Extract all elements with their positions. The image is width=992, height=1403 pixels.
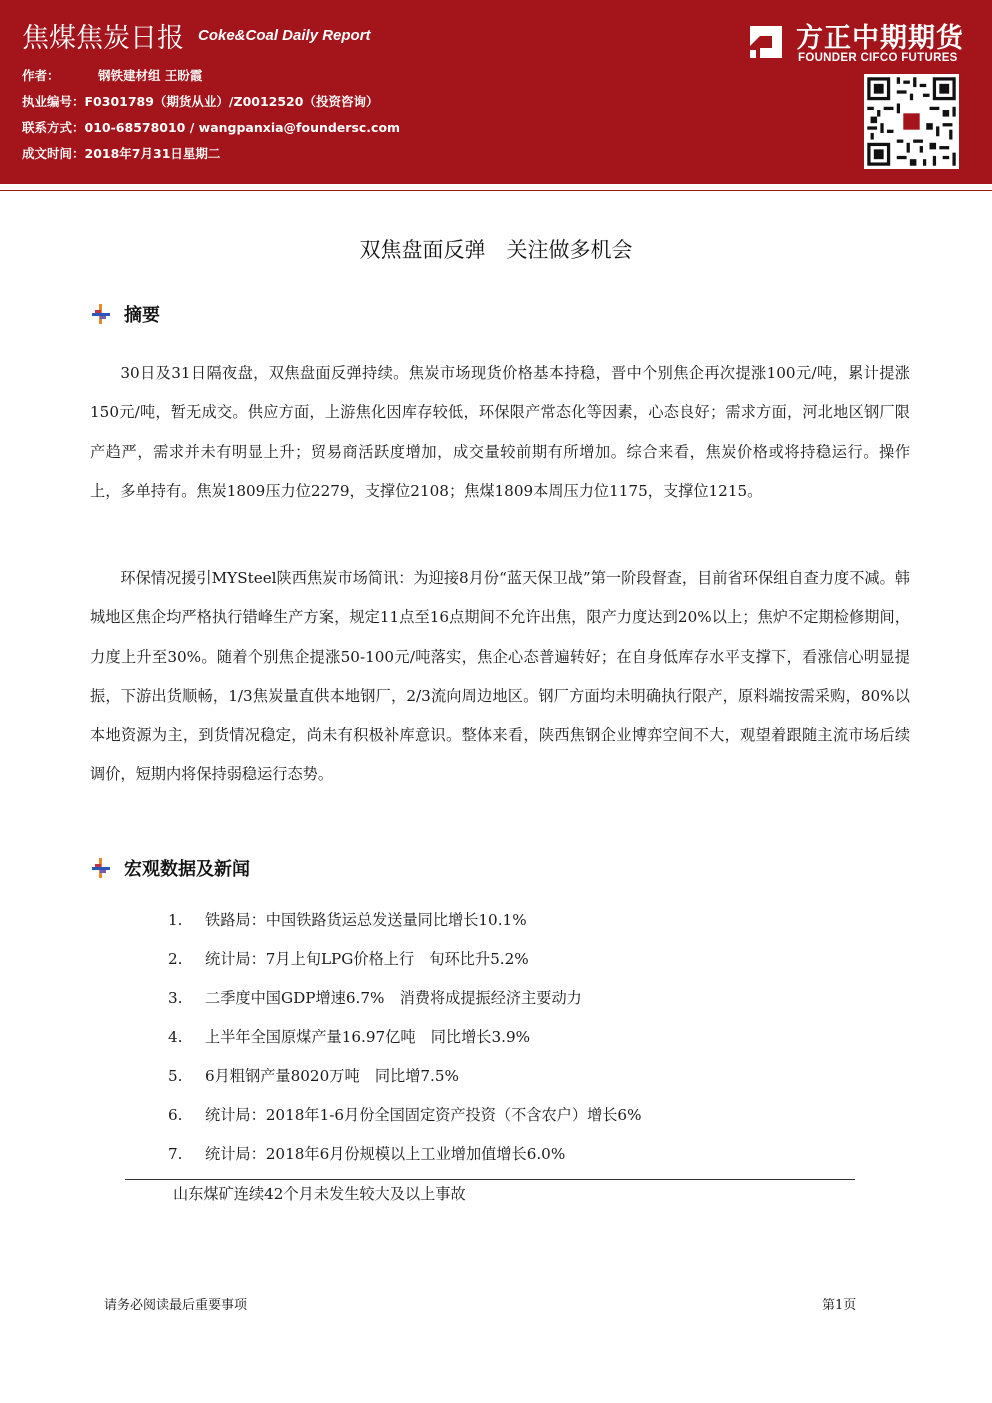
report-title-en: Coke&Coal Daily Report <box>198 27 371 44</box>
summary-paragraph-1: 30日及31日隔夜盘，双焦盘面反弹持续。焦炭市场现货价格基本持稳，晋中个别焦企再次提涨100元/吨，累计提涨150元/吨，暂无成交。供应方面，上游焦化因库存较低，环保限产常态化等因素，心态良好；需求方面，河北地区钢厂限产趋严，需求并未有明显上升；贸易商活跃度增加，成交量较前期有所增加。综合来看，焦炭价格或将持稳运行。操作上，多单持有。焦炭1809压力位2279，支撑位2108；焦煤1809本周压力位1175，支撑位1215。 <box>90 364 910 500</box>
list-item <box>168 1058 642 1097</box>
company-name-en: FOUNDER CIFCO FUTURES <box>798 52 958 64</box>
author-label: 作者： <box>22 68 60 83</box>
qr-code-icon <box>864 74 959 169</box>
extra-news-line: 山东煤矿连续42个月未发生较大及以上事故 <box>173 1185 466 1203</box>
news-divider <box>125 1179 855 1180</box>
contact-value: 010-68578010 / wangpanxia@foundersc.com <box>84 120 401 135</box>
license-value: F0301789（期货从业）/Z0012520（投资咨询） <box>84 94 379 109</box>
section-heading-macro-news <box>92 855 250 881</box>
list-item <box>168 1019 642 1058</box>
summary-paragraph-2: 环保情况援引MYSteel陕西焦炭市场简讯：为迎接8月份“蓝天保卫战”第一阶段督查，目前省环保组自查力度不减。韩城地区焦企均严格执行错峰生产方案，规定11点至16点期间不允许出焦，限产力度达到20%以上；焦炉不定期检修期间，力度上升至30%。随着个别焦企提涨50-100元/吨落实，焦企心态普遍转好；在自身低库存水平支撑下，看涨信心明显提振，下游出货顺畅，1/3焦炭量直供本地钢厂，2/3流向周边地区。钢厂方面均未明确执行限产，原料端按需采购，80%以本地资源为主，到货情况稳定，尚未有积极补库意识。整体来看，陕西焦钢企业博弈空间不大，观望着跟随主流市场后续调价，短期内将保持弱稳运行态势。 <box>90 569 910 784</box>
list-item <box>168 980 642 1019</box>
date-value: 2018年7月31日星期二 <box>84 146 221 161</box>
author-value: 钢铁建材组 王盼霞 <box>98 68 203 83</box>
document-title: 双焦盘面反弹 关注做多机会 <box>359 238 633 262</box>
page-number: 第1页 <box>822 1298 857 1313</box>
date-row <box>22 144 220 162</box>
item-text: 二季度中国GDP增速6.7% 消费将成提振经济主要动力 <box>205 989 582 1007</box>
item-text: 统计局：2018年6月份规模以上工业增加值增长6.0% <box>205 1145 566 1163</box>
header-divider <box>0 183 992 191</box>
item-text: 铁路局：中国铁路货运总发送量同比增长10.1% <box>205 911 527 929</box>
section-title: 宏观数据及新闻 <box>124 859 250 880</box>
footer-disclaimer: 请务必阅读最后重要事项 <box>104 1298 248 1313</box>
item-text: 上半年全国原煤产量16.97亿吨 同比增长3.9% <box>205 1028 531 1046</box>
list-item <box>168 941 642 980</box>
section-heading-summary <box>92 301 160 327</box>
list-item <box>168 902 642 941</box>
list-item <box>168 1097 642 1136</box>
license-label: 执业编号： <box>22 94 85 109</box>
item-number: 3. <box>168 989 183 1007</box>
item-number: 1. <box>168 911 183 929</box>
news-list <box>168 902 642 1175</box>
contact-row <box>22 118 400 136</box>
list-item <box>168 1136 642 1175</box>
contact-label: 联系方式： <box>22 120 85 135</box>
author-row <box>22 66 202 84</box>
date-label: 成文时间： <box>22 146 85 161</box>
license-row <box>22 92 378 110</box>
item-number: 6. <box>168 1106 183 1124</box>
report-header <box>0 0 992 183</box>
item-number: 4. <box>168 1028 183 1046</box>
item-number: 7. <box>168 1145 183 1163</box>
section-bullet-icon <box>92 858 110 878</box>
company-name: 方正中期期货 <box>796 23 964 54</box>
section-title: 摘要 <box>124 305 160 326</box>
item-text: 6月粗钢产量8020万吨 同比增7.5% <box>205 1067 459 1085</box>
item-number: 2. <box>168 950 183 968</box>
item-text: 统计局：2018年1-6月份全国固定资产投资（不含农户）增长6% <box>205 1106 642 1124</box>
founder-logo-mark-icon <box>746 22 786 62</box>
item-text: 统计局：7月上旬LPG价格上行 旬环比升5.2% <box>205 950 529 968</box>
item-number: 5. <box>168 1067 183 1085</box>
section-bullet-icon <box>92 304 110 324</box>
report-title: 焦煤焦炭日报 <box>22 23 184 54</box>
